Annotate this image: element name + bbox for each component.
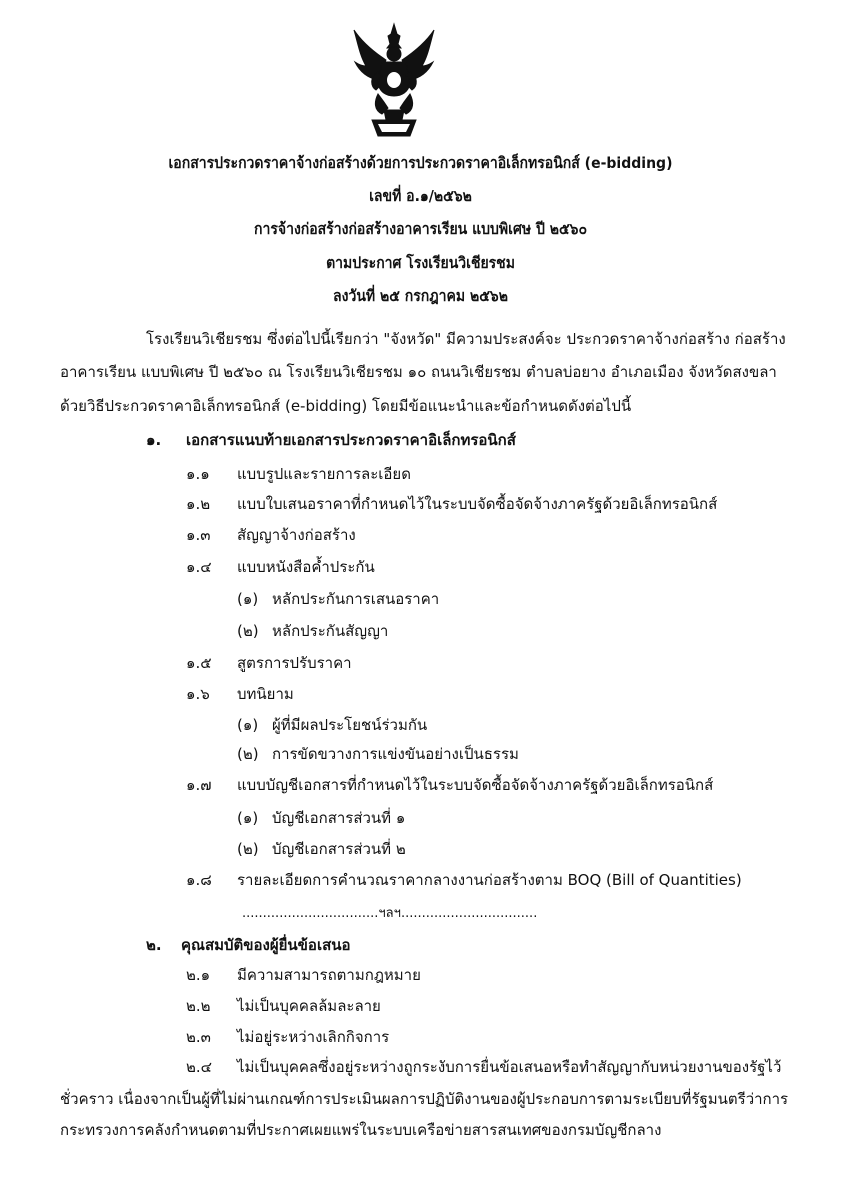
announcement-line: ตามประกาศ โรงเรียนวิเชียรชม [326, 254, 515, 272]
item-text: ไม่อยู่ระหว่างเลิกกิจการ [237, 1028, 390, 1046]
item-text: ไม่เป็นบุคคลล้มละลาย [237, 997, 381, 1015]
intro-line-2: อาคารเรียน แบบพิเศษ ปี ๒๕๖๐ ณ โรงเรียนวิเชียรชม ๑๐ ถนนวิเชียรชม ตำบลบ่อยาง อำเภอเมือง จังหวัดสงขลา [60, 363, 777, 381]
item-number: ๒.๑ [186, 966, 211, 984]
item-text: แบบใบเสนอราคาที่กำหนดไว้ในระบบจัดซื้อจัดจ้างภาครัฐด้วยอิเล็กทรอนิกส์ [237, 495, 718, 513]
intro-line-1: โรงเรียนวิเชียรชม ซึ่งต่อไปนี้เรียกว่า "จังหวัด" มีความประสงค์จะ ประกวดราคาจ้างก่อสร้าง ก่อสร้าง [146, 330, 786, 348]
item-number: ๒.๔ [186, 1058, 213, 1076]
item-number: ๒.๓ [186, 1028, 211, 1046]
subitem-text: ผู้ที่มีผลประโยชน์ร่วมกัน [272, 716, 428, 734]
etc-line [242, 902, 537, 923]
item-text: รายละเอียดการคำนวณราคากลางงานก่อสร้างตาม BOQ (Bill of Quantities) [237, 871, 742, 889]
intro-line-3: ด้วยวิธีประกวดราคาอิเล็กทรอนิกส์ (e-bidding) โดยมีข้อแนะนำและข้อกำหนดดังต่อไปนี้ [60, 397, 632, 415]
dot-leader-right: ................................. [400, 906, 538, 921]
document-subject: การจ้างก่อสร้างก่อสร้างอาคารเรียน แบบพิเศษ ปี ๒๕๖๐ [253, 220, 588, 238]
document-date: ลงวันที่ ๒๕ กรกฎาคม ๒๕๖๒ [333, 287, 508, 305]
subitem-text: การขัดขวางการแข่งขันอย่างเป็นธรรม [272, 745, 519, 763]
subitem-text: หลักประกันการเสนอราคา [272, 590, 440, 608]
document-number: เลขที่ อ.๑/๒๕๖๒ [369, 187, 472, 205]
section-1-number: ๑. [146, 431, 162, 449]
item-text: แบบรูปและรายการละเอียด [237, 465, 411, 483]
item-number: ๑.๔ [186, 558, 212, 576]
item-text: ไม่เป็นบุคคลซึ่งอยู่ระหว่างถูกระงับการยื่นข้อเสนอหรือทำสัญญากับหน่วยงานของรัฐไว้ [237, 1058, 782, 1076]
item-number: ๑.๖ [186, 685, 210, 703]
subitem-number: (๑) [237, 716, 259, 734]
item-number: ๑.๕ [186, 654, 212, 672]
subitem-number: (๒) [237, 745, 259, 763]
subitem-number: (๒) [237, 840, 259, 858]
subitem-text: บัญชีเอกสารส่วนที่ ๑ [272, 809, 406, 827]
subitem-text: บัญชีเอกสารส่วนที่ ๒ [272, 840, 406, 858]
garuda-emblem-icon [348, 22, 440, 138]
item-number: ๑.๘ [186, 871, 212, 889]
paragraph-continuation-1: ชั่วคราว เนื่องจากเป็นผู้ที่ไม่ผ่านเกณฑ์การประเมินผลการปฏิบัติงานของผู้ประกอบการตามระเบียบที่รัฐมนตรีว่าการ [60, 1090, 789, 1108]
item-number: ๒.๒ [186, 997, 211, 1015]
section-2-title: คุณสมบัติของผู้ยื่นข้อเสนอ [181, 936, 351, 954]
item-number: ๑.๒ [186, 495, 211, 513]
etc-mark: ฯลฯ [378, 906, 401, 921]
item-text: สูตรการปรับราคา [237, 654, 352, 672]
item-text: บทนิยาม [237, 685, 294, 703]
item-text: แบบหนังสือค้ำประกัน [237, 558, 375, 576]
section-1-title: เอกสารแนบท้ายเอกสารประกวดราคาอิเล็กทรอนิกส์ [186, 431, 516, 449]
section-2-number: ๒. [146, 936, 162, 954]
subitem-number: (๑) [237, 590, 259, 608]
item-text: สัญญาจ้างก่อสร้าง [237, 526, 356, 544]
item-text: มีความสามารถตามกฎหมาย [237, 966, 421, 984]
item-number: ๑.๓ [186, 526, 211, 544]
document-title: เอกสารประกวดราคาจ้างก่อสร้างด้วยการประกวดราคาอิเล็กทรอนิกส์ (e-bidding) [168, 154, 673, 172]
subitem-number: (๒) [237, 622, 259, 640]
paragraph-continuation-2: กระทรวงการคลังกำหนดตามที่ประกาศเผยแพร่ในระบบเครือข่ายสารสนเทศของกรมบัญชีกลาง [60, 1121, 662, 1139]
subitem-number: (๑) [237, 809, 259, 827]
item-number: ๑.๑ [186, 465, 210, 483]
subitem-text: หลักประกันสัญญา [272, 622, 389, 640]
item-text: แบบบัญชีเอกสารที่กำหนดไว้ในระบบจัดซื้อจัดจ้างภาครัฐด้วยอิเล็กทรอนิกส์ [237, 776, 714, 794]
item-number: ๑.๗ [186, 776, 212, 794]
dot-leader-left: ................................. [242, 906, 379, 921]
